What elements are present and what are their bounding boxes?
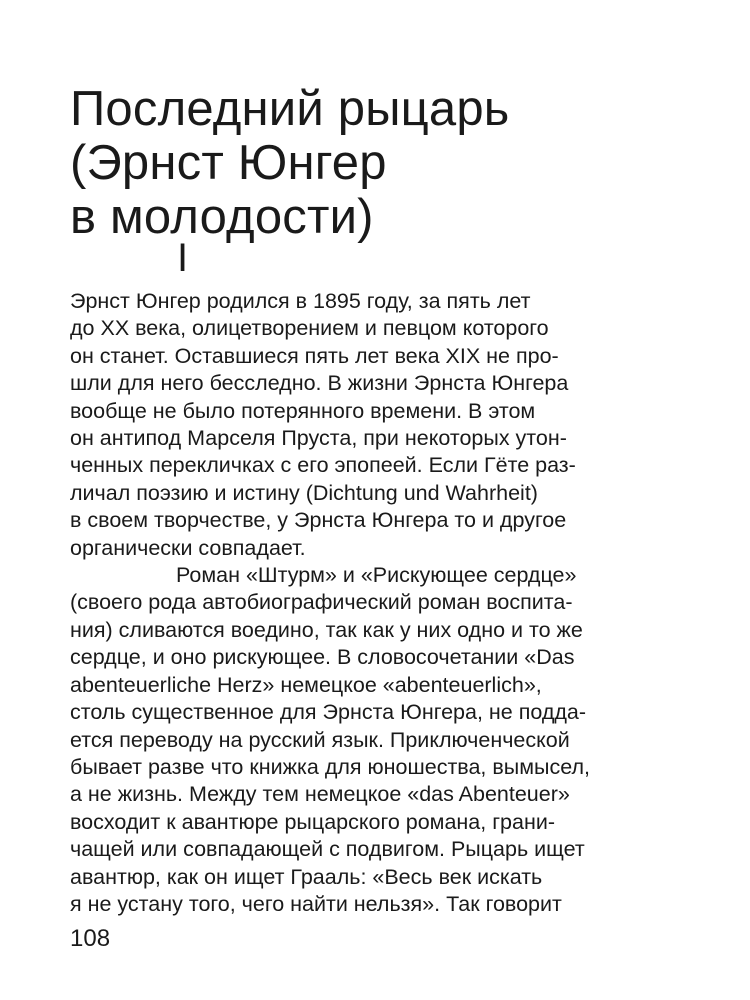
text-line: он станет. Оставшиеся пять лет века XIX не про- — [70, 343, 559, 368]
text-line-indented: Роман «Штурм» и «Рискующее сердце» — [176, 563, 577, 588]
text-line: (своего рода автобиографический роман воспита- — [70, 590, 573, 615]
text-line: бывает разве что книжка для юношества, вымысел, — [70, 754, 590, 779]
text-line: он антипод Марселя Пруста, при некоторых утон- — [70, 426, 567, 451]
text-line: авантюр, как он ищет Грааль: «Весь век искать — [70, 864, 543, 889]
chapter-title — [70, 82, 690, 244]
chapter-title-line: (Эрнст Юнгер — [70, 136, 387, 190]
text-line: ния) сливаются воедино, так как у них одно и то же — [70, 617, 583, 642]
text-line: чащей или совпадающей с подвигом. Рыцарь ищет — [70, 837, 585, 862]
text-line: Эрнст Юнгер родился в 1895 году, за пять лет — [70, 289, 531, 313]
text-line: abenteuerliche Herz» немецкое «abenteuerlich», — [70, 672, 542, 697]
text-line: шли для него бесследно. В жизни Эрнста Юнгера — [70, 371, 569, 396]
text-line: ченных перекличках с его эпопеей. Если Гёте раз- — [70, 453, 576, 478]
text-line: ется переводу на русский язык. Приключенческой — [70, 727, 570, 752]
chapter-title-line: Последний рыцарь — [70, 82, 510, 136]
text-line: сердце, и оно рискующее. В словосочетании «Das — [70, 645, 575, 670]
text-line: восходит к авантюре рыцарского романа, грани- — [70, 809, 555, 834]
text-line: личал поэзию и истину (Dichtung und Wahrheit) — [70, 480, 538, 505]
text-line: до XX века, олицетворением и певцом которого — [70, 316, 549, 341]
text-line: я не устану того, чего найти нельзя». Так говорит — [70, 891, 562, 916]
text-line: а не жизнь. Между тем немецкое «das Abenteuer» — [70, 782, 570, 807]
page-number: 108 — [70, 925, 111, 952]
body-text — [70, 288, 700, 918]
text-line: столь существенное для Эрнста Юнгера, не подда- — [70, 700, 587, 725]
section-numeral: I — [177, 236, 189, 280]
chapter-title-line: в молодости) — [70, 190, 374, 244]
text-line: органически совпадает. — [70, 535, 306, 560]
text-line: в своем творчестве, у Эрнста Юнгера то и другое — [70, 508, 567, 533]
text-line: вообще не было потерянного времени. В этом — [70, 398, 536, 423]
